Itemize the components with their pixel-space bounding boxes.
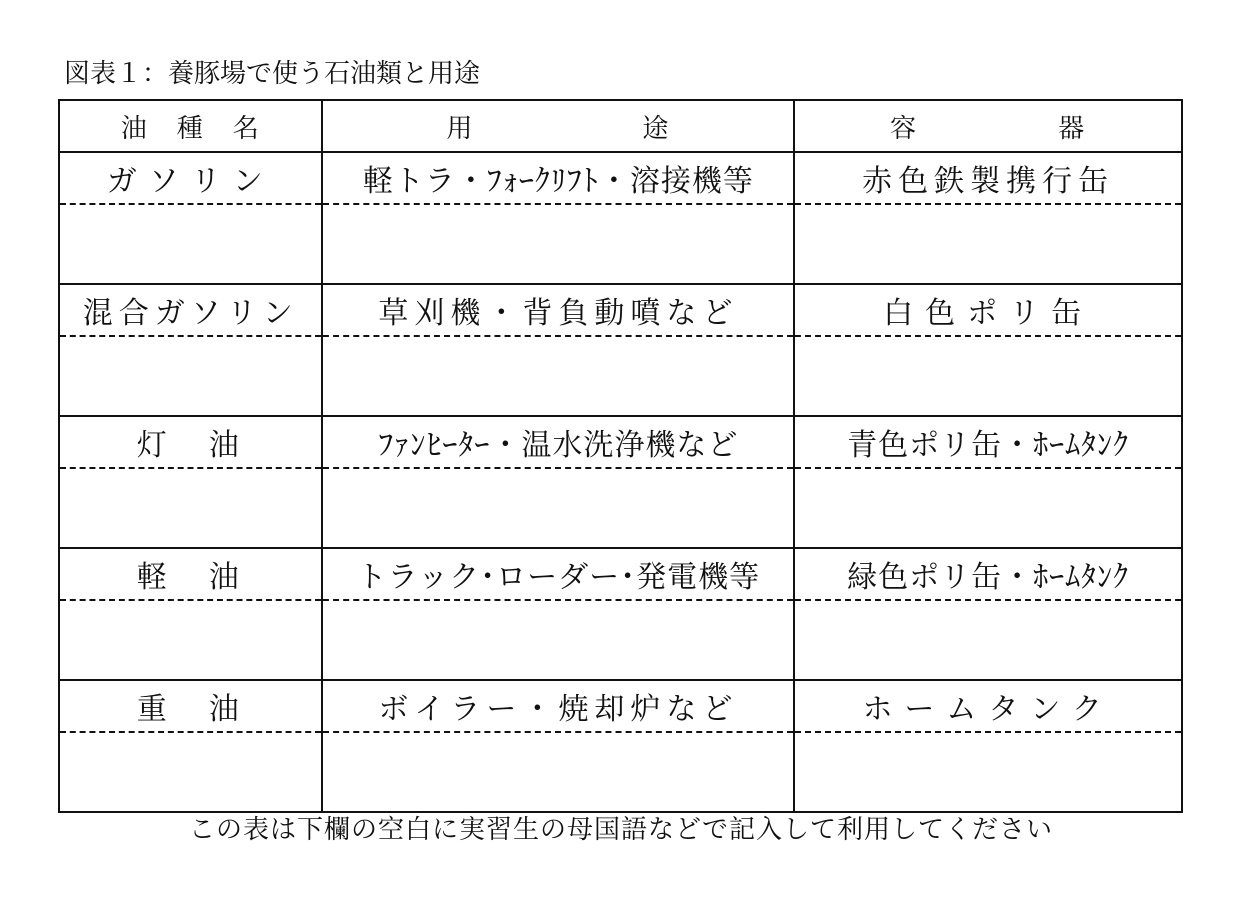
header-row [59,100,1182,152]
use-cell: ボイラー・焼却炉など [322,680,794,732]
blank-cell[interactable] [59,600,322,680]
container-cell: 青色ポリ缶・ﾎｰﾑﾀﾝｸ [794,416,1182,468]
fuel-name-cell: 混合ガソリン [59,284,322,336]
blank-cell[interactable] [59,732,322,812]
blank-cell[interactable] [322,336,794,416]
blank-cell[interactable] [794,468,1182,548]
table-row [59,548,1182,600]
table-row [59,284,1182,336]
container-cell: 白色ポリ缶 [794,284,1182,336]
blank-cell[interactable] [322,468,794,548]
use-cell: 軽トラ・ﾌｫｰｸﾘﾌﾄ・溶接機等 [322,152,794,204]
blank-cell[interactable] [59,204,322,284]
table-row [59,680,1182,732]
table-caption: 図表１：養豚場で使う石油類と用途 [64,59,481,89]
blank-cell[interactable] [59,336,322,416]
blank-cell[interactable] [794,732,1182,812]
container-cell: ホームタンク [794,680,1182,732]
translation-blank-row [59,600,1182,680]
table-row [59,152,1182,204]
fuel-name-cell: 灯 油 [59,416,322,468]
translation-blank-row [59,336,1182,416]
fuel-name-cell: 軽 油 [59,548,322,600]
header-container: 容 器 [794,100,1182,152]
fuel-name-cell: ガソリン [59,152,322,204]
blank-cell[interactable] [794,336,1182,416]
use-cell: 草刈機・背負動噴など [322,284,794,336]
table-row [59,416,1182,468]
blank-cell[interactable] [322,204,794,284]
container-cell: 赤色鉄製携行缶 [794,152,1182,204]
translation-blank-row [59,468,1182,548]
container-cell: 緑色ポリ缶・ﾎｰﾑﾀﾝｸ [794,548,1182,600]
blank-cell[interactable] [794,204,1182,284]
blank-cell[interactable] [794,600,1182,680]
use-cell: ﾌｧﾝﾋｰﾀｰ・温水洗浄機など [322,416,794,468]
header-use: 用 途 [322,100,794,152]
blank-cell[interactable] [59,468,322,548]
fuel-usage-table [58,99,1183,813]
translation-blank-row [59,732,1182,812]
header-fuel-name: 油 種 名 [59,100,322,152]
blank-cell[interactable] [322,600,794,680]
usage-instruction-note: この表は下欄の空白に実習生の母国語などで記入して利用してください [188,815,1053,845]
use-cell: トラック･ローダー･発電機等 [322,548,794,600]
fuel-name-cell: 重 油 [59,680,322,732]
blank-cell[interactable] [322,732,794,812]
translation-blank-row [59,204,1182,284]
